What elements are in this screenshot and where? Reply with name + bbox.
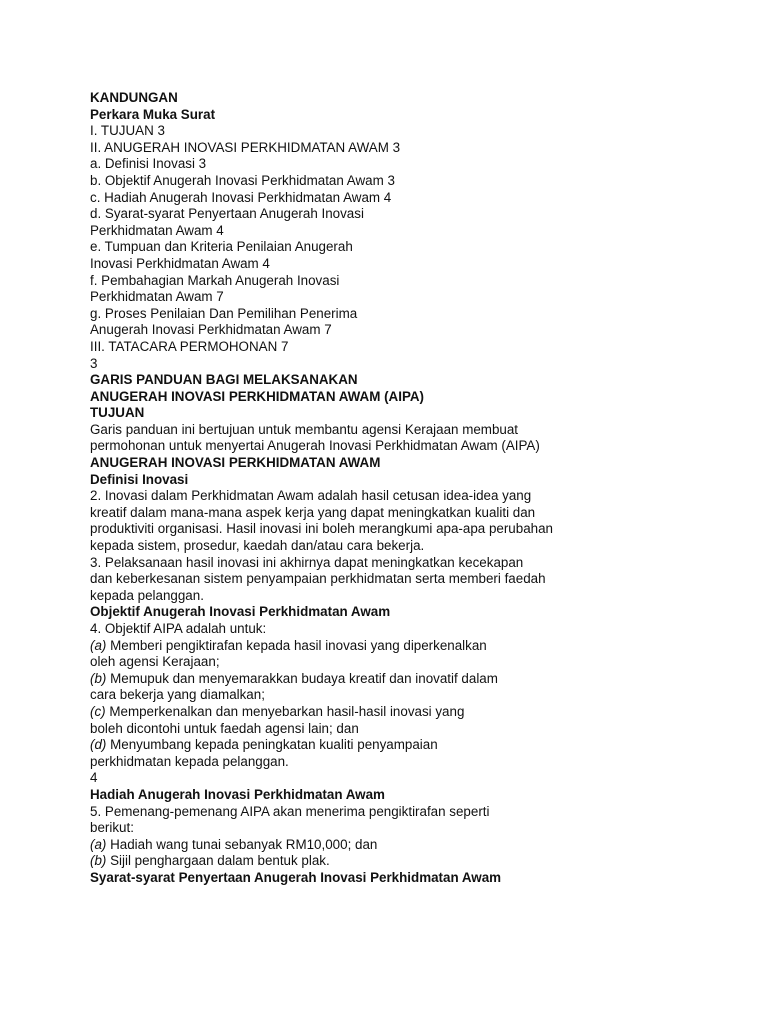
- toc-entry: I. TUJUAN 3: [90, 123, 165, 139]
- definisi-text-line: 3. Pelaksanaan hasil inovasi ini akhirnya dapat meningkatkan kecekapan: [90, 554, 524, 570]
- list-item-text: Menyumbang kepada peningkatan kualiti penyampaian: [106, 737, 438, 753]
- tujuan-heading: TUJUAN: [90, 405, 145, 421]
- syarat-heading: Syarat-syarat Penyertaan Anugerah Inovasi Perkhidmatan Awam: [90, 869, 502, 885]
- list-marker: (d): [90, 737, 107, 753]
- objektif-item-continuation: boleh dicontohi untuk faedah agensi lain; dan: [90, 720, 359, 736]
- list-marker: (b): [90, 670, 107, 686]
- list-item-text: Hadiah wang tunai sebanyak RM10,000; dan: [106, 836, 378, 852]
- toc-entry: Perkhidmatan Awam 4: [90, 222, 224, 238]
- objektif-item-continuation: cara bekerja yang diamalkan;: [90, 687, 265, 703]
- hadiah-item: [90, 837, 750, 854]
- definisi-text-line: 2. Inovasi dalam Perkhidmatan Awam adalah hasil cetusan idea-idea yang: [90, 488, 532, 504]
- objektif-item: [90, 671, 750, 688]
- objektif-item: [90, 638, 750, 655]
- list-item-text: Sijil penghargaan dalam bentuk plak.: [106, 853, 330, 869]
- definisi-text-line: kepada pelanggan.: [90, 587, 204, 603]
- objektif-intro: 4. Objektif AIPA adalah untuk:: [90, 621, 267, 636]
- toc-entry: Inovasi Perkhidmatan Awam 4: [90, 255, 270, 271]
- definisi-text-line: kepada sistem, prosedur, kaedah dan/atau cara bekerja.: [90, 538, 425, 554]
- list-item-text: Memupuk dan menyemarakkan budaya kreatif dan inovatif dalam: [106, 670, 498, 686]
- page-number: 3: [90, 355, 98, 371]
- list-marker: (a): [90, 637, 107, 653]
- objektif-item-continuation: oleh agensi Kerajaan;: [90, 654, 220, 670]
- section-heading: ANUGERAH INOVASI PERKHIDMATAN AWAM: [90, 455, 381, 471]
- guide-title-line2: ANUGERAH INOVASI PERKHIDMATAN AWAM (AIPA): [90, 388, 425, 404]
- toc-entry: b. Objektif Anugerah Inovasi Perkhidmatan Awam 3: [90, 172, 395, 188]
- toc-entry: Anugerah Inovasi Perkhidmatan Awam 7: [90, 322, 332, 338]
- list-marker: (a): [90, 836, 107, 852]
- objektif-item-continuation: perkhidmatan kepada pelanggan.: [90, 753, 289, 769]
- definisi-text-line: dan keberkesanan sistem penyampaian perkhidmatan serta memberi faedah: [90, 571, 546, 587]
- document-page: [90, 90, 750, 887]
- hadiah-text-line: berikut:: [90, 820, 134, 836]
- hadiah-item: [90, 853, 750, 870]
- guide-title-line1: GARIS PANDUAN BAGI MELAKSANAKAN: [90, 372, 358, 388]
- toc-entry: d. Syarat-syarat Penyertaan Anugerah Inovasi: [90, 206, 364, 222]
- toc-entry: c. Hadiah Anugerah Inovasi Perkhidmatan Awam 4: [90, 189, 392, 205]
- toc-entry: II. ANUGERAH INOVASI PERKHIDMATAN AWAM 3: [90, 139, 401, 155]
- toc-entry: f. Pembahagian Markah Anugerah Inovasi: [90, 272, 340, 288]
- list-marker: (c): [90, 703, 106, 719]
- definisi-text-line: produktiviti organisasi. Hasil inovasi ini boleh merangkumi apa-apa perubahan: [90, 521, 553, 537]
- list-item-text: Memperkenalkan dan menyebarkan hasil-hasil inovasi yang: [105, 703, 465, 719]
- page-number: 4: [90, 770, 98, 786]
- toc-entry: a. Definisi Inovasi 3: [90, 156, 207, 172]
- objektif-item: [90, 704, 750, 721]
- definisi-heading: Definisi Inovasi: [90, 471, 189, 487]
- toc-entry: Perkhidmatan Awam 7: [90, 289, 224, 305]
- hadiah-heading: Hadiah Anugerah Inovasi Perkhidmatan Awam: [90, 786, 385, 802]
- list-item-text: Memberi pengiktirafan kepada hasil inovasi yang diperkenalkan: [106, 637, 487, 653]
- objektif-item: [90, 737, 750, 754]
- definisi-text-line: kreatif dalam mana-mana aspek kerja yang dapat meningkatkan kualiti dan: [90, 504, 536, 520]
- toc-entry: g. Proses Penilaian Dan Pemilihan Penerima: [90, 305, 358, 321]
- list-marker: (b): [90, 853, 107, 869]
- tujuan-text-line: permohonan untuk menyertai Anugerah Inovasi Perkhidmatan Awam (AIPA): [90, 438, 540, 454]
- tujuan-text-line: Garis panduan ini bertujuan untuk membantu agensi Kerajaan membuat: [90, 421, 519, 437]
- toc-subheading: Perkara Muka Surat: [90, 106, 216, 122]
- toc-entry: III. TATACARA PERMOHONAN 7: [90, 338, 289, 354]
- objektif-heading: Objektif Anugerah Inovasi Perkhidmatan Awam: [90, 604, 391, 620]
- toc-heading: KANDUNGAN: [90, 90, 178, 105]
- hadiah-text-line: 5. Pemenang-pemenang AIPA akan menerima pengiktirafan seperti: [90, 803, 490, 819]
- toc-entry: e. Tumpuan dan Kriteria Penilaian Anugerah: [90, 239, 353, 255]
